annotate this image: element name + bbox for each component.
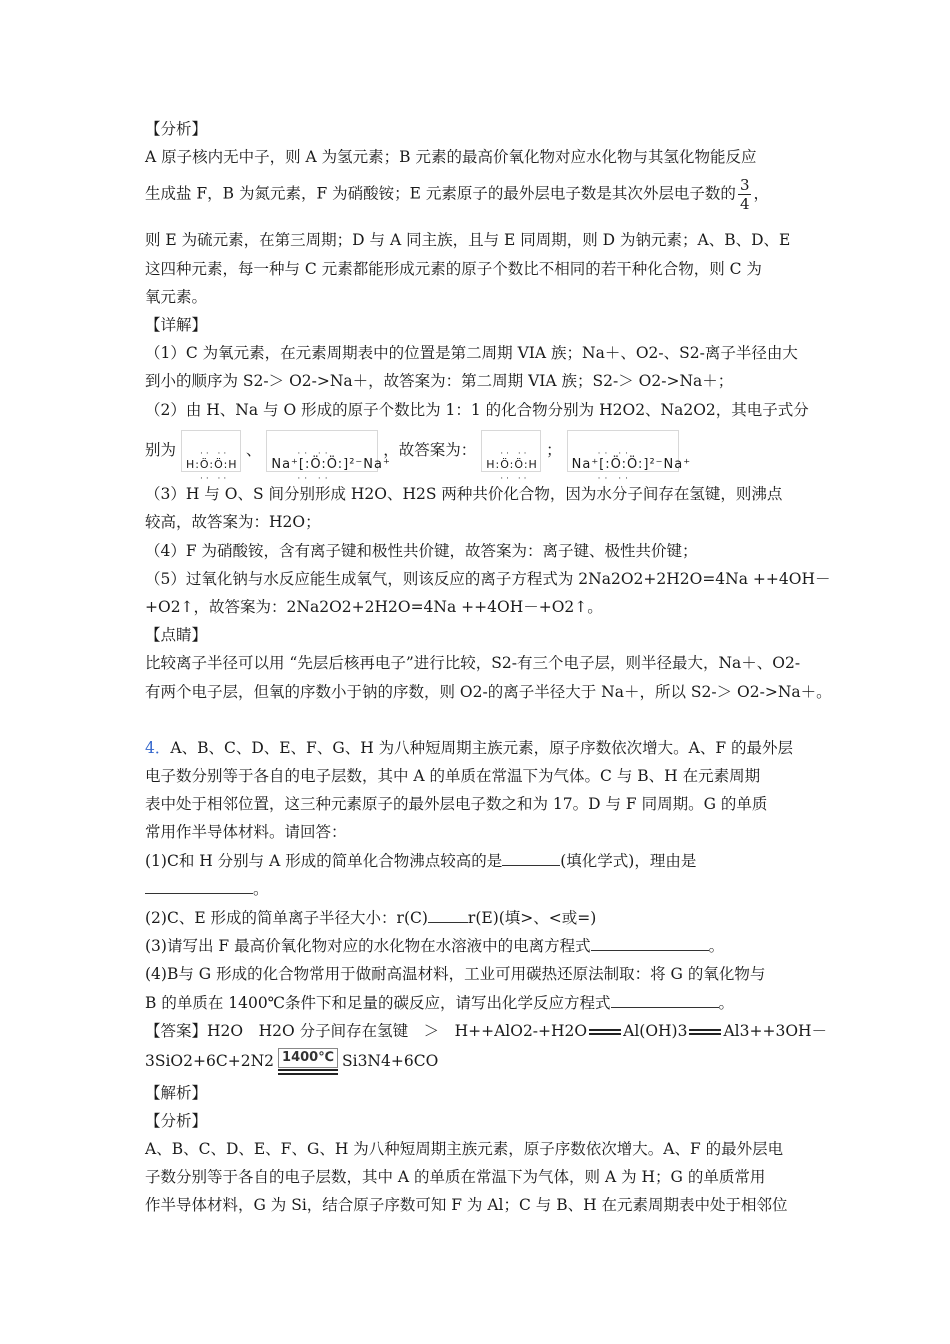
answer-line-2 (145, 1046, 438, 1076)
reaction-condition (276, 1048, 340, 1076)
lone-pair-dots: ·· ·· (297, 449, 332, 459)
section-heading-explain: 【解析】 (145, 1084, 208, 1102)
fraction-denominator: 4 (739, 195, 750, 213)
paragraph-line-lewis (145, 428, 692, 484)
answer-blank (428, 908, 468, 923)
text-run: r(E)(填>、<或=) (467, 909, 597, 927)
sub-question-1 (145, 850, 696, 872)
section-heading-analysis: 【分析】 (145, 1112, 208, 1130)
text-run: (2)C、E 形成的简单离子半径大小：r(C) (145, 909, 428, 927)
paragraph-line: 较高，故答案为：H2O； (145, 513, 321, 531)
section-heading-analysis: 【分析】 (145, 120, 208, 138)
paragraph-line: 比较离子半径可以用 “先层后核再电子”进行比较，S2-有三个电子层，则半径最大，Na＋、O2- (145, 654, 801, 672)
text-run: 、 (245, 441, 262, 459)
na2o2-lewis-structure (266, 430, 391, 484)
paragraph-line: （4）F 为硝酸铵，含有离子键和极性共价键，故答案为：离子键、极性共价键； (145, 542, 698, 560)
h2o2-lewis-structure (181, 430, 241, 484)
paragraph-line: 常用作半导体材料。请回答： (145, 823, 347, 841)
lone-pair-dots: ·· ·· (500, 449, 530, 459)
sub-question-1-cont (145, 878, 269, 900)
lone-pair-dots: ·· ·· (199, 474, 230, 484)
lewis-formula: H:Ö:Ö:H (185, 458, 238, 471)
lewis-formula: Na⁺[:Ö:Ö:]²⁻Na⁺ (271, 457, 391, 472)
sub-question-4-cont (145, 992, 734, 1014)
text-run: 3SiO2+6C+2N2 (145, 1052, 274, 1070)
paragraph-line: 表中处于相邻位置，这三种元素原子的最外层电子数之和为 17。D 与 F 同周期。G 的单质 (145, 795, 768, 813)
text-run: 别为 (145, 441, 177, 459)
answer-blank (145, 879, 253, 894)
paragraph-line: A、B、C、D、E、F、G、H 为八种短周期主族元素，原子序数依次增大。A、F 的最外层电 (145, 1140, 784, 1158)
text-run: B 的单质在 1400℃条件下和足量的碳反应，请写出化学反应方程式 (145, 994, 611, 1012)
paragraph-line: +O2↑，故答案为：2Na2O2+2H2O=4Na ++4OH－+O2↑。 (145, 598, 603, 616)
lone-pair-dots: ·· ·· (500, 474, 530, 484)
paragraph-line: （2）由 H、Na 与 O 形成的原子个数比为 1：1 的化合物分别为 H2O2、Na2O2，其电子式分 (145, 401, 809, 419)
text-run: 。 (708, 937, 725, 955)
fraction (738, 176, 752, 213)
paragraph-line: 则 E 为硫元素，在第三周期；D 与 A 同主族，且与 E 同周期，则 D 为钠元素；A、B、D、E (145, 231, 791, 249)
text-run: A、B、C、D、E、F、G、H 为八种短周期主族元素，原子序数依次增大。A、F 的最外层 (170, 739, 794, 757)
paragraph-line: 这四种元素，每一种与 C 元素都能形成元素的原子个数比不相同的若干种化合物，则 C 为 (145, 260, 762, 278)
paragraph-line: （3）H 与 O、S 间分别形成 H2O、H2S 两种共价化合物，因为水分子间存在氢键，则沸点 (145, 485, 783, 503)
condition-label: 1400℃ (278, 1048, 338, 1068)
answer-blank (502, 851, 560, 866)
paragraph-line: 作半导体材料，G 为 Si，结合原子序数可知 F 为 Al；C 与 B、H 在元素周期表中处于相邻位 (145, 1196, 788, 1214)
sub-question-4: (4)B与 G 形成的化合物常用于做耐高温材料，工业可用碳热还原法制取：将 G 的氧化物与 (145, 965, 766, 983)
section-heading-point: 【点睛】 (145, 626, 208, 644)
lone-pair-dots: ·· ·· (597, 474, 632, 484)
equation-bar (278, 1073, 338, 1075)
fraction-numerator: 3 (739, 176, 750, 194)
lone-pair-dots: ·· ·· (297, 474, 332, 484)
answer-blank (591, 936, 709, 951)
paragraph-line (145, 176, 769, 213)
text-run: Si3N4+6CO (342, 1052, 439, 1070)
text-run: 【答案】H2O H2O 分子间存在氢键 ＞ H++AlO2-+H2O (145, 1022, 588, 1040)
text-run: 。 (718, 994, 735, 1012)
lewis-formula: Na⁺[:Ö:Ö:]²⁻Na⁺ (571, 457, 692, 472)
sub-question-3 (145, 935, 724, 957)
na2o2-lewis-structure-answer (567, 430, 692, 484)
paragraph-line: A 原子核内无中子，则 A 为氢元素；B 元素的最高价氧化物对应水化物与其氢化物能反应 (145, 148, 757, 166)
lewis-formula: H:Ö:Ö:H (486, 458, 538, 471)
reversible-arrow-icon (689, 1027, 721, 1037)
text-run: Al3++3OH－ (723, 1022, 828, 1040)
text-run: 。 (253, 880, 269, 898)
answer-blank (611, 993, 719, 1008)
text-run: (1)C和 H 分别与 A 形成的简单化合物沸点较高的是 (145, 852, 503, 870)
sub-question-2 (145, 907, 596, 929)
paragraph-line: 有两个电子层，但氧的序数小于钠的序数，则 O2-的离子半径大于 Na＋，所以 S2-＞ O2->Na＋。 (145, 683, 832, 701)
text-run: ， (753, 184, 769, 203)
section-heading-detail: 【详解】 (145, 316, 208, 334)
text-run: ； (546, 441, 562, 459)
text-run: ，故答案为： (383, 441, 477, 459)
equation-bar (278, 1069, 338, 1071)
text-run: (3)请写出 F 最高价氧化物对应的水化物在水溶液中的电离方程式 (145, 937, 591, 955)
h2o2-lewis-structure-answer (481, 430, 541, 484)
text-run: 生成盐 F，B 为氮元素，F 为硝酸铵；E 元素原子的最外层电子数是其次外层电子数的 (145, 184, 736, 203)
paragraph-line: 到小的顺序为 S2-＞ O2->Na＋，故答案为：第二周期 VIA 族；S2-＞ O2->Na＋； (145, 372, 734, 390)
reversible-arrow-icon (589, 1027, 621, 1037)
paragraph-line: 氧元素。 (145, 288, 208, 306)
question-4-line (145, 737, 793, 759)
paragraph-line: （1）C 为氧元素，在元素周期表中的位置是第二周期 VIA 族；Na＋、O2-、S2-离子半径由大 (145, 344, 798, 362)
paragraph-line: 电子数分别等于各自的电子层数，其中 A 的单质在常温下为气体。C 与 B、H 在元素周期 (145, 767, 761, 785)
question-number: 4． (145, 739, 171, 757)
paragraph-line: （5）过氧化钠与水反应能生成氧气，则该反应的离子方程式为 2Na2O2+2H2O=4Na ++4OH－ (145, 570, 831, 588)
text-run: (填化学式)，理由是 (560, 852, 697, 870)
lone-pair-dots: ·· ·· (597, 449, 632, 459)
answer-line (145, 1020, 827, 1042)
lone-pair-dots: ·· ·· (199, 449, 230, 459)
text-run: Al(OH)3 (623, 1022, 688, 1040)
paragraph-line: 子数分别等于各自的电子层数，其中 A 的单质在常温下为气体，则 A 为 H；G 的单质常用 (145, 1168, 766, 1186)
